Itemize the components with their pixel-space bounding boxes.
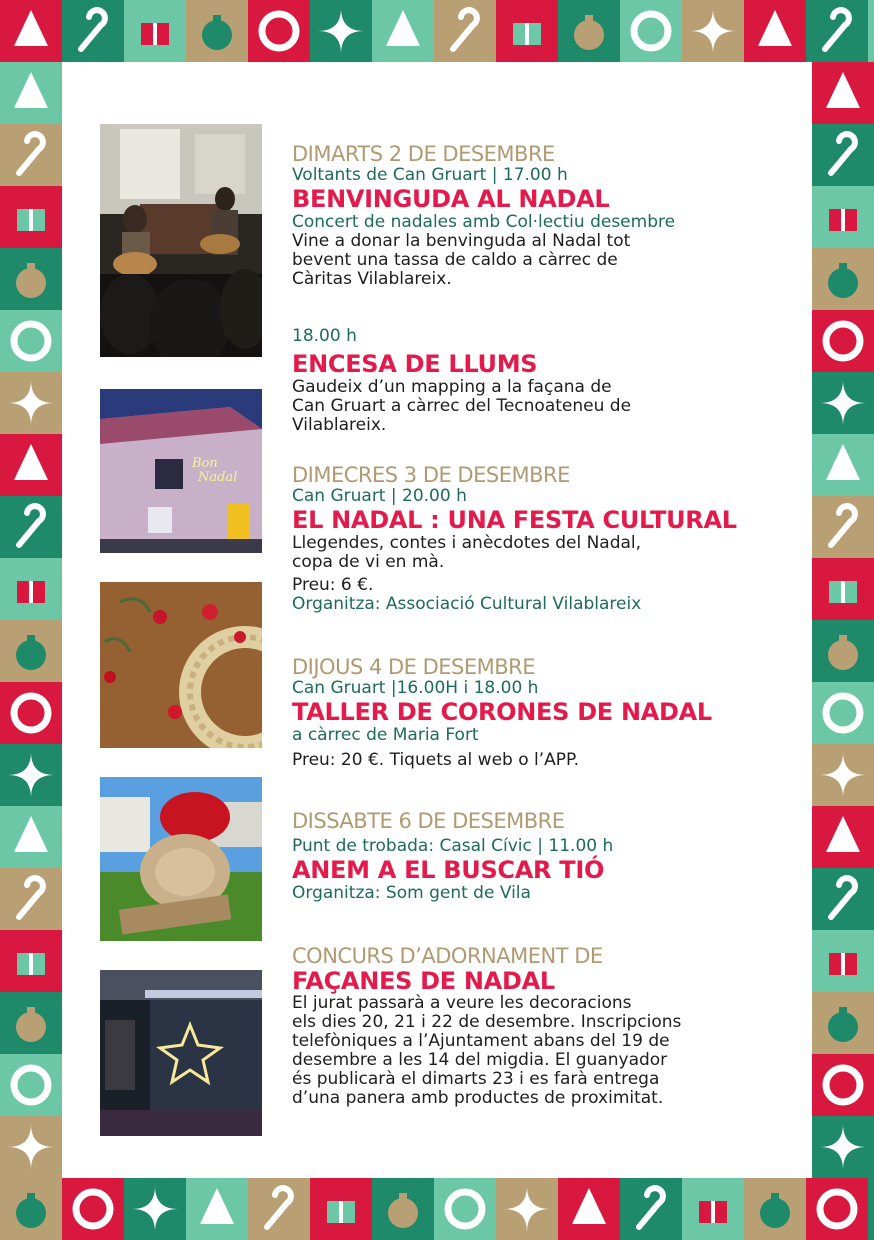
event-date: DIMECRES 3 DE DESEMBRE: [292, 463, 570, 487]
ornament-icon: [16, 1198, 46, 1228]
event-date: DIMARTS 2 DE DESEMBRE: [292, 142, 555, 166]
event-description-line: Can Gruart a càrrec del Tecnoateneu de: [292, 396, 632, 416]
event-place-time: Punt de trobada: Casal Cívic | 11.00 h: [292, 836, 614, 856]
mapping-photo: [100, 389, 262, 553]
event-taller-corones: [292, 655, 792, 770]
event-date: DIJOUS 4 DE DESEMBRE: [292, 655, 536, 679]
event-title: BENVINGUDA AL NADAL: [292, 185, 610, 213]
svg-text:Bon: Bon: [192, 456, 218, 471]
event-description-line: El jurat passarà a veure les decoracions: [292, 993, 632, 1013]
event-time: 18.00 h: [292, 326, 357, 346]
ornament-icon: [828, 268, 858, 298]
event-subtitle: Concert de nadales amb Col·lectiu desembre: [292, 212, 676, 232]
event-organizer: Organitza: Som gent de Vila: [292, 883, 531, 903]
concert-photo: [100, 124, 262, 357]
event-price: Preu: 6 €.: [292, 575, 374, 595]
ornament-icon: [16, 268, 46, 298]
ornament-icon: [760, 1198, 790, 1228]
event-date: DISSABTE 6 DE DESEMBRE: [292, 809, 565, 833]
event-date: CONCURS D’ADORNAMENT DE: [292, 944, 603, 968]
event-description-line: telefòniques a l’Ajuntament abans del 19 de: [292, 1031, 670, 1051]
event-description-line: els dies 20, 21 i 22 de desembre. Inscripcions: [292, 1012, 682, 1032]
event-description-line: d’una panera amb productes de proximitat.: [292, 1088, 664, 1108]
ornament-icon: [202, 20, 232, 50]
event-festa-cultural: [292, 463, 792, 614]
event-title: ENCESA DE LLUMS: [292, 350, 538, 378]
event-buscar-tio: [292, 809, 792, 903]
ornament-icon: [16, 640, 46, 670]
event-organizer: Organitza: Associació Cultural Vilablareix: [292, 594, 642, 614]
event-description-line: Gaudeix d’un mapping a la façana de: [292, 377, 612, 397]
event-description-line: Vine a donar la benvinguda al Nadal tot: [292, 231, 631, 251]
event-description-line: Llegendes, contes i anècdotes del Nadal,: [292, 533, 642, 553]
event-place-time: Voltants de Can Gruart | 17.00 h: [292, 165, 568, 185]
ornament-icon: [16, 1012, 46, 1042]
event-description-line: bevent una tassa de caldo a càrrec de: [292, 250, 618, 270]
event-title: ANEM A EL BUSCAR TIÓ: [292, 856, 605, 884]
event-price: Preu: 20 €. Tiquets al web o l’APP.: [292, 750, 580, 770]
ornament-icon: [828, 1012, 858, 1042]
event-subtitle: a càrrec de Maria Fort: [292, 725, 479, 745]
event-title: TALLER DE CORONES DE NADAL: [292, 698, 712, 726]
event-description-line: desembre a les 14 del migdia. El guanyador: [292, 1050, 668, 1070]
event-title: EL NADAL : UNA FESTA CULTURAL: [292, 506, 737, 534]
event-description-line: Càritas Vilablareix.: [292, 269, 452, 289]
ornament-icon: [828, 640, 858, 670]
wreath-photo: [100, 582, 262, 748]
event-concurs-facanes: [292, 944, 792, 1108]
event-place-time: Can Gruart | 20.00 h: [292, 486, 467, 506]
tio-photo: [100, 777, 262, 941]
ornament-icon: [388, 1198, 418, 1228]
event-description-line: Vilablareix.: [292, 415, 387, 435]
event-description-line: és publicarà el dimarts 23 i es farà entrega: [292, 1069, 660, 1089]
svg-text:Nadal: Nadal: [198, 470, 238, 485]
event-benvinguda: [292, 142, 792, 289]
ornament-icon: [574, 20, 604, 50]
event-description-line: copa de vi en mà.: [292, 552, 445, 572]
facade-lights-photo: [100, 970, 262, 1136]
event-place-time: Can Gruart |16.00H i 18.00 h: [292, 678, 539, 698]
event-encesa-llums: [292, 327, 792, 435]
event-title: FAÇANES DE NADAL: [292, 967, 555, 995]
